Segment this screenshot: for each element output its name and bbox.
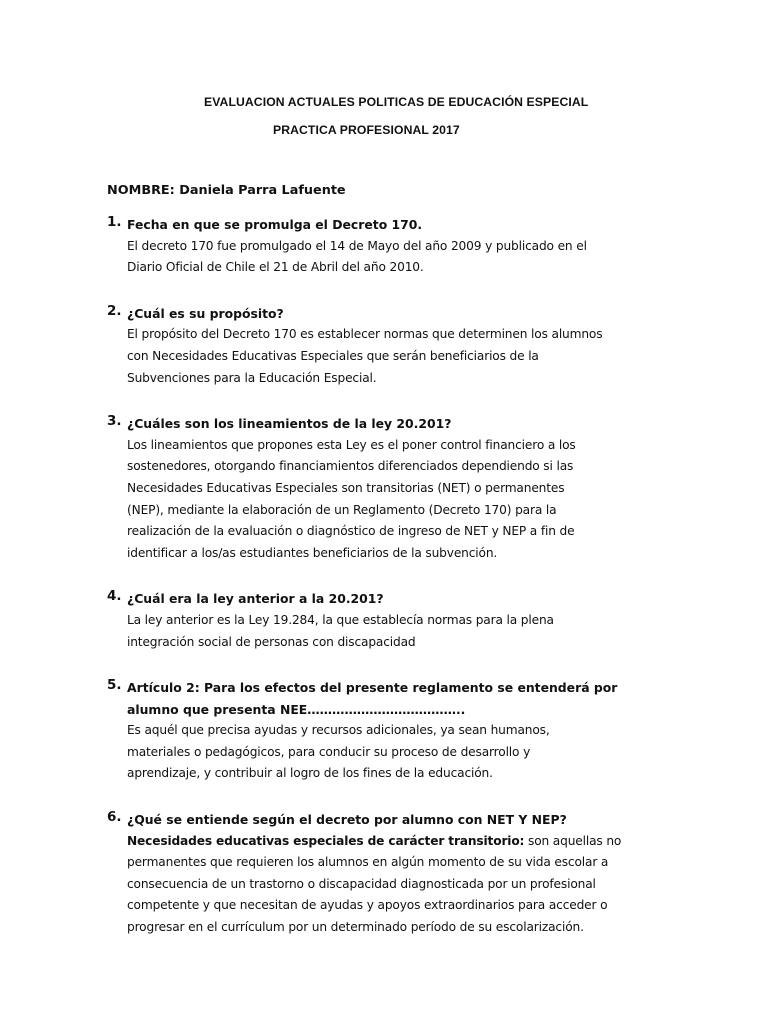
- answer-line: consecuencia de un trastorno o discapacidad diagnosticada por un profesional: [127, 876, 596, 891]
- answer-line: permanentes que requieren los alumnos en algún momento de su vida escolar a: [127, 855, 609, 870]
- question-title: ¿Qué se entiende según el decreto por alumno con NET Y NEP?: [127, 812, 567, 828]
- answer-line: sostenedores, otorgando financiamientos diferenciados dependiendo si las: [127, 459, 574, 474]
- question-2: [107, 302, 667, 389]
- document-title: EVALUACION ACTUALES POLITICAS DE EDUCACIÓN ESPECIAL: [204, 95, 589, 109]
- question-number: 4.: [107, 588, 122, 605]
- question-title: ¿Cuál era la ley anterior a la 20.201?: [127, 591, 384, 607]
- question-number: 1.: [107, 214, 122, 230]
- question-title: Artículo 2: Para los efectos del presente reglamento se entenderá por: [127, 680, 618, 696]
- answer-lead-rest: son aquellas no: [524, 833, 622, 848]
- question-6: [107, 809, 667, 939]
- answer-line: con Necesidades Educativas Especiales que serán beneficiarios de la: [127, 348, 539, 363]
- question-number: 6.: [107, 809, 122, 826]
- question-number: 3.: [107, 413, 122, 430]
- question-number: 2.: [107, 302, 122, 319]
- answer-line: Necesidades Educativas Especiales son transitorias (NET) o permanentes: [127, 480, 565, 495]
- answer-line: El propósito del Decreto 170 es establecer normas que determinen los alumnos: [127, 327, 603, 342]
- question-list: [107, 214, 667, 939]
- answer-line: aprendizaje, y contribuir al logro de los fines de la educación.: [127, 766, 493, 781]
- answer-line: realización de la evaluación o diagnóstico de ingreso de NET y NEP a fin de: [127, 524, 575, 539]
- question-4: [107, 588, 667, 653]
- answer-line: integración social de personas con discapacidad: [127, 634, 416, 649]
- spacer: [127, 785, 667, 809]
- answer-line: Subvenciones para la Educación Especial.: [127, 370, 377, 385]
- answer-line: Diario Oficial de Chile el 21 de Abril del año 2010.: [127, 260, 424, 275]
- answer-line: La ley anterior es la Ley 19.284, la que establecía normas para la plena: [127, 612, 554, 627]
- answer-line: (NEP), mediante la elaboración de un Reglamento (Decreto 170) para la: [127, 502, 557, 517]
- spacer: [127, 653, 667, 677]
- student-name: Daniela Parra Lafuente: [179, 183, 346, 198]
- document-subtitle: PRACTICA PROFESIONAL 2017: [273, 123, 460, 137]
- student-name-line: [107, 183, 346, 198]
- answer-line: El decreto 170 fue promulgado el 14 de Mayo del año 2009 y publicado en el: [127, 238, 587, 253]
- student-name-label: NOMBRE:: [107, 183, 175, 198]
- answer-line: Los lineamientos que propones esta Ley es el poner control financiero a los: [127, 437, 576, 452]
- answer-line: progresar en el currículum por un determinado período de su escolarización.: [127, 920, 584, 935]
- question-title: ¿Cuál es su propósito?: [127, 305, 284, 321]
- answer-line: identificar a los/as estudiantes beneficiarios de la subvención.: [127, 545, 498, 560]
- answer-lead: Necesidades educativas especiales de carácter transitorio:: [127, 833, 525, 848]
- question-title: alumno que presenta NEE………………………………..: [127, 701, 466, 717]
- answer-line: Es aquél que precisa ayudas y recursos adicionales, ya sean humanos,: [127, 723, 550, 738]
- answer-line: competente y que necesitan de ayudas y apoyos extraordinarios para acceder o: [127, 898, 608, 913]
- spacer: [127, 564, 667, 588]
- answer-line: materiales o pedagógicos, para conducir su proceso de desarrollo y: [127, 744, 531, 759]
- answer-line: [127, 831, 667, 853]
- question-5: [107, 677, 667, 785]
- question-number: 5.: [107, 677, 122, 694]
- question-1: [107, 214, 667, 279]
- question-3: [107, 413, 667, 564]
- spacer: [127, 279, 667, 303]
- question-title: Fecha en que se promulga el Decreto 170.: [127, 217, 423, 232]
- question-title: ¿Cuáles son los lineamientos de la ley 20.201?: [127, 416, 452, 432]
- spacer: [127, 389, 667, 413]
